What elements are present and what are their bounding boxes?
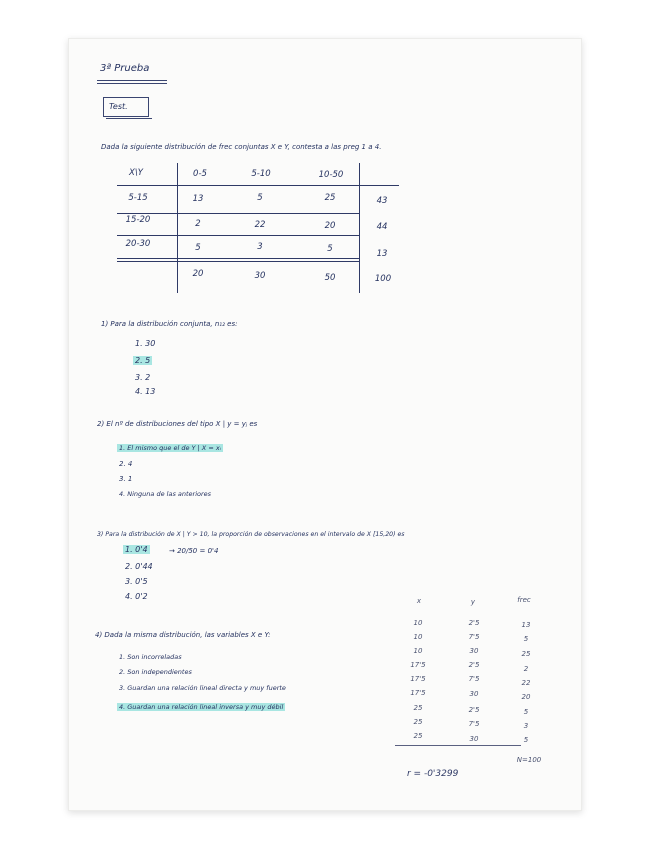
data-table-header: y [470, 598, 476, 606]
data-cell: 2 [523, 665, 529, 673]
data-cell: 17'5 [410, 675, 426, 683]
q1-option-4: 4. 13 [135, 387, 156, 396]
row-label: 5-15 [128, 193, 148, 203]
col-total: 50 [324, 273, 336, 283]
q4-option-1: 1. Son incorreladas [119, 653, 182, 661]
q4-option-3: 3. Guardan una relación lineal directa y muy fuerte [119, 684, 286, 692]
table-cell: 20 [324, 221, 336, 231]
col-header: 10-50 [318, 170, 344, 180]
title-underline [97, 80, 167, 81]
data-cell: 22 [521, 679, 531, 687]
q3-option-4: 4. 0'2 [125, 592, 148, 601]
table-cell: 5 [327, 244, 333, 254]
row-total: 43 [376, 196, 388, 206]
q4-option-4-selected: 4. Guardan una relación lineal inversa y muy débil [119, 703, 284, 711]
data-cell: 5 [523, 736, 529, 744]
data-cell: 5 [523, 708, 529, 716]
table-rule [359, 163, 360, 293]
data-cell: 2'5 [468, 619, 480, 627]
q3-option-3: 3. 0'5 [125, 577, 148, 586]
table-cell: 25 [324, 193, 336, 203]
data-cell: 20 [521, 693, 531, 701]
test-box-underline [106, 118, 152, 119]
table-rule [117, 261, 359, 262]
q1-option-1: 1. 30 [135, 339, 156, 348]
data-cell: 25 [413, 704, 423, 712]
question-4: 4) Dada la misma distribución, las variables X e Y: [95, 631, 271, 639]
data-cell: 3 [523, 722, 529, 730]
test-label-box [103, 97, 149, 117]
col-header: 0-5 [193, 169, 207, 179]
intro-text: Dada la siguiente distribución de frec conjuntas X e Y, contesta a las preg 1 a 4. [101, 143, 382, 151]
data-table-header: frec [517, 596, 531, 604]
q1-option-2-selected: 2. 5 [135, 356, 151, 365]
correlation-result: r = -0'3299 [407, 769, 459, 779]
table-rule [117, 185, 399, 186]
data-cell: 25 [413, 718, 423, 726]
table-cell: 22 [254, 220, 266, 230]
data-cell: 10 [413, 633, 423, 641]
row-label: 20-30 [125, 239, 151, 249]
row-total: 13 [376, 249, 388, 259]
data-table-rule [395, 745, 521, 746]
question-1: 1) Para la distribución conjunta, n₁₂ es: [101, 320, 238, 328]
test-label: Test. [109, 102, 128, 111]
data-cell: 2'5 [468, 706, 480, 714]
question-3: 3) Para la distribución de X | Y > 10, la proporción de observaciones en el intervalo de X [15,20) es [97, 531, 405, 538]
exam-sheet [68, 38, 582, 811]
q2-option-2: 2. 4 [119, 460, 133, 468]
data-table-header: x [416, 597, 422, 605]
data-cell: 30 [469, 690, 479, 698]
table-cell: 5 [195, 243, 201, 253]
col-total: 30 [254, 271, 266, 281]
table-rule [117, 258, 359, 259]
table-corner: X\Y [129, 168, 143, 178]
table-cell: 3 [257, 242, 263, 252]
data-cell: 25 [413, 732, 423, 740]
data-cell: 17'5 [410, 689, 426, 697]
data-cell: 25 [521, 650, 531, 658]
data-cell: 2'5 [468, 661, 480, 669]
data-cell: 7'5 [468, 633, 480, 641]
col-total: 20 [192, 269, 204, 279]
table-cell: 2 [195, 219, 201, 229]
data-cell: 7'5 [468, 675, 480, 683]
q4-option-2: 2. Son independientes [119, 668, 192, 676]
data-cell: 5 [523, 635, 529, 643]
row-total: 44 [376, 222, 388, 232]
data-cell: 30 [469, 735, 479, 743]
grand-total: 100 [374, 274, 392, 284]
col-header: 5-10 [251, 169, 271, 179]
data-cell: 10 [413, 647, 423, 655]
table-cell: 13 [192, 194, 204, 204]
q2-option-3: 3. 1 [119, 475, 133, 483]
table-rule [117, 235, 359, 236]
data-cell: 17'5 [410, 661, 426, 669]
data-cell: 30 [469, 647, 479, 655]
data-table-total: N=100 [516, 756, 542, 764]
data-cell: 10 [413, 619, 423, 627]
q3-option-1-selected: 1. 0'4 [125, 545, 148, 554]
table-rule [117, 213, 359, 214]
q3-working: → 20/50 = 0'4 [169, 547, 219, 555]
data-cell: 13 [521, 621, 531, 629]
table-rule [177, 163, 178, 293]
title-underline-2 [97, 83, 167, 84]
row-label: 15-20 [125, 215, 151, 225]
data-cell: 7'5 [468, 720, 480, 728]
question-2: 2) El nº de distribuciones del tipo X | y = yⱼ es [97, 420, 258, 428]
q2-option-4: 4. Ninguna de las anteriores [119, 490, 212, 498]
q2-option-1-selected: 1. El mismo que el de Y | X = xᵢ [119, 444, 221, 452]
q1-option-3: 3. 2 [135, 373, 151, 382]
q3-option-2: 2. 0'44 [125, 562, 153, 571]
table-cell: 5 [257, 193, 263, 203]
page-title: 3ª Prueba [100, 63, 150, 74]
